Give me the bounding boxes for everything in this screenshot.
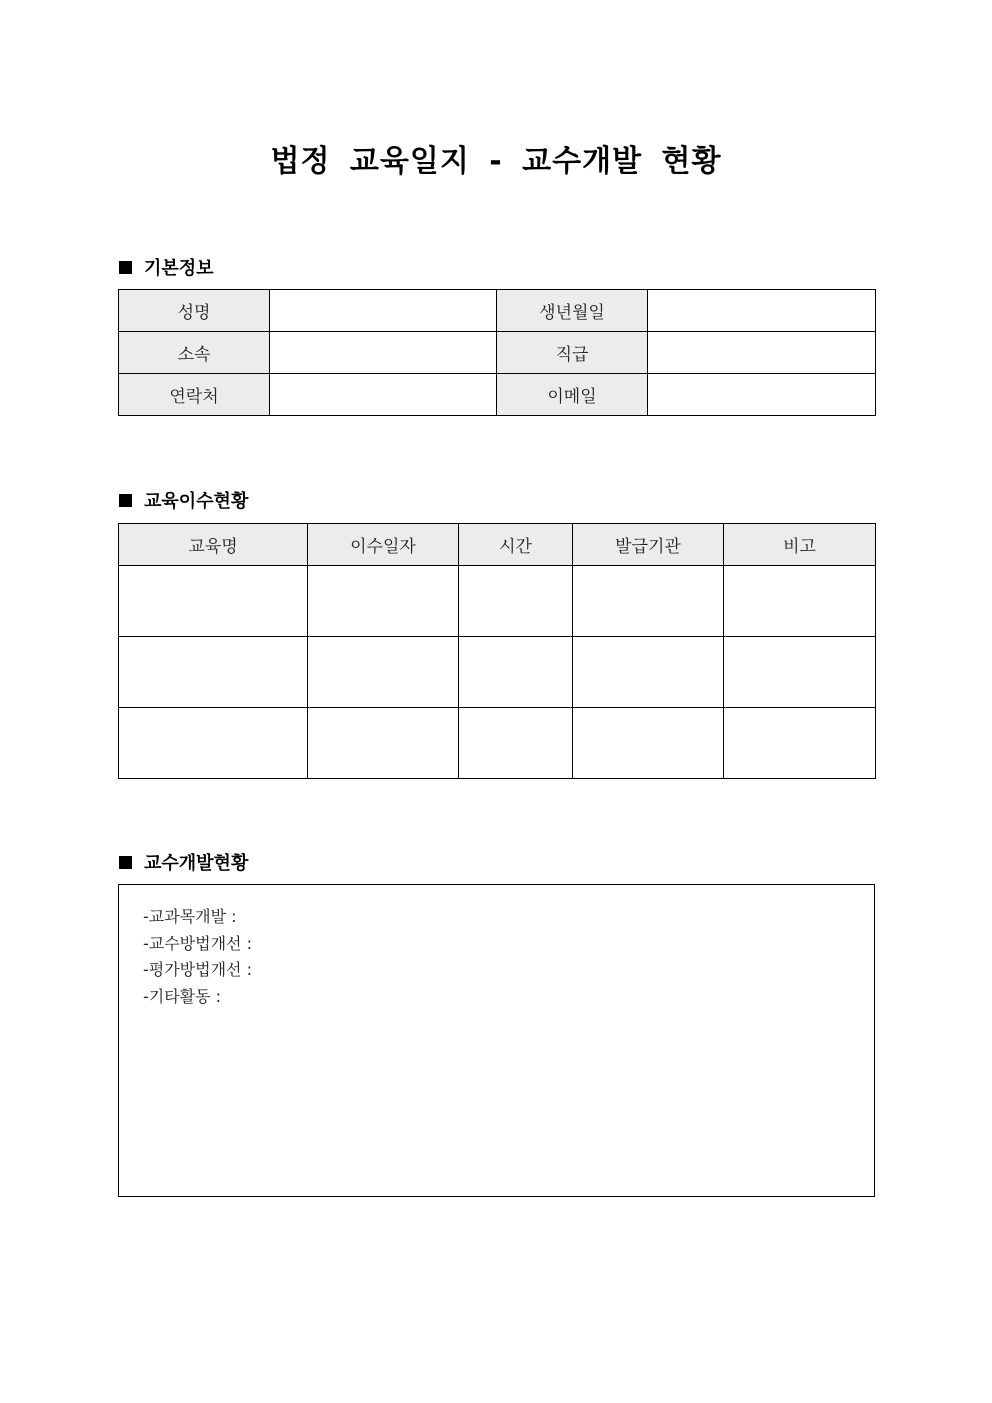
- basic-info-heading-text: 기본정보: [144, 258, 214, 279]
- table-cell[interactable]: [724, 708, 876, 779]
- development-heading-text: 교수개발현황: [144, 853, 249, 874]
- table-cell[interactable]: [119, 566, 308, 637]
- affiliation-field[interactable]: [270, 332, 497, 374]
- document-title: 법정 교육일지 - 교수개발 현황: [270, 144, 722, 179]
- rank-label: 직급: [497, 332, 648, 374]
- table-cell[interactable]: [573, 708, 724, 779]
- basic-info-table: [118, 289, 876, 416]
- table-row: [119, 290, 876, 332]
- contact-label: 연락처: [119, 374, 270, 416]
- table-row: [119, 374, 876, 416]
- rank-field[interactable]: [648, 332, 876, 374]
- table-row: [119, 332, 876, 374]
- email-field[interactable]: [648, 374, 876, 416]
- table-row: [119, 566, 876, 637]
- table-row: [119, 637, 876, 708]
- basic-info-heading: [119, 254, 214, 280]
- column-header-hours: 시간: [459, 524, 573, 566]
- name-field[interactable]: [270, 290, 497, 332]
- table-row: [119, 708, 876, 779]
- table-cell[interactable]: [459, 637, 573, 708]
- table-cell[interactable]: [308, 708, 459, 779]
- table-cell[interactable]: [724, 566, 876, 637]
- other-activities-item: -기타활동 :: [143, 986, 222, 1006]
- table-cell[interactable]: [573, 637, 724, 708]
- table-cell[interactable]: [119, 637, 308, 708]
- evaluation-method-item: -평가방법개선 :: [143, 960, 252, 979]
- table-cell[interactable]: [724, 637, 876, 708]
- contact-field[interactable]: [270, 374, 497, 416]
- table-cell[interactable]: [308, 637, 459, 708]
- email-label: 이메일: [497, 374, 648, 416]
- education-table: [118, 523, 876, 779]
- name-label: 성명: [119, 290, 270, 332]
- birthdate-field[interactable]: [648, 290, 876, 332]
- birthdate-label: 생년월일: [497, 290, 648, 332]
- column-header-course: 교육명: [119, 524, 308, 566]
- table-header-row: [119, 524, 876, 566]
- table-cell[interactable]: [308, 566, 459, 637]
- development-list: [143, 904, 252, 1010]
- column-header-date: 이수일자: [308, 524, 459, 566]
- column-header-issuer: 발급기관: [573, 524, 724, 566]
- course-development-item: -교과목개발 :: [143, 907, 237, 926]
- square-bullet-icon: [119, 261, 132, 274]
- development-heading: [119, 849, 248, 875]
- table-cell[interactable]: [459, 566, 573, 637]
- table-cell[interactable]: [119, 708, 308, 779]
- square-bullet-icon: [119, 856, 132, 869]
- development-box[interactable]: [118, 884, 875, 1197]
- education-heading: [119, 487, 248, 513]
- teaching-method-item: -교수방법개선 :: [143, 933, 252, 953]
- education-heading-text: 교육이수현황: [144, 491, 249, 512]
- affiliation-label: 소속: [119, 332, 270, 374]
- column-header-remarks: 비고: [724, 524, 876, 566]
- square-bullet-icon: [119, 494, 132, 507]
- table-cell[interactable]: [459, 708, 573, 779]
- table-cell[interactable]: [573, 566, 724, 637]
